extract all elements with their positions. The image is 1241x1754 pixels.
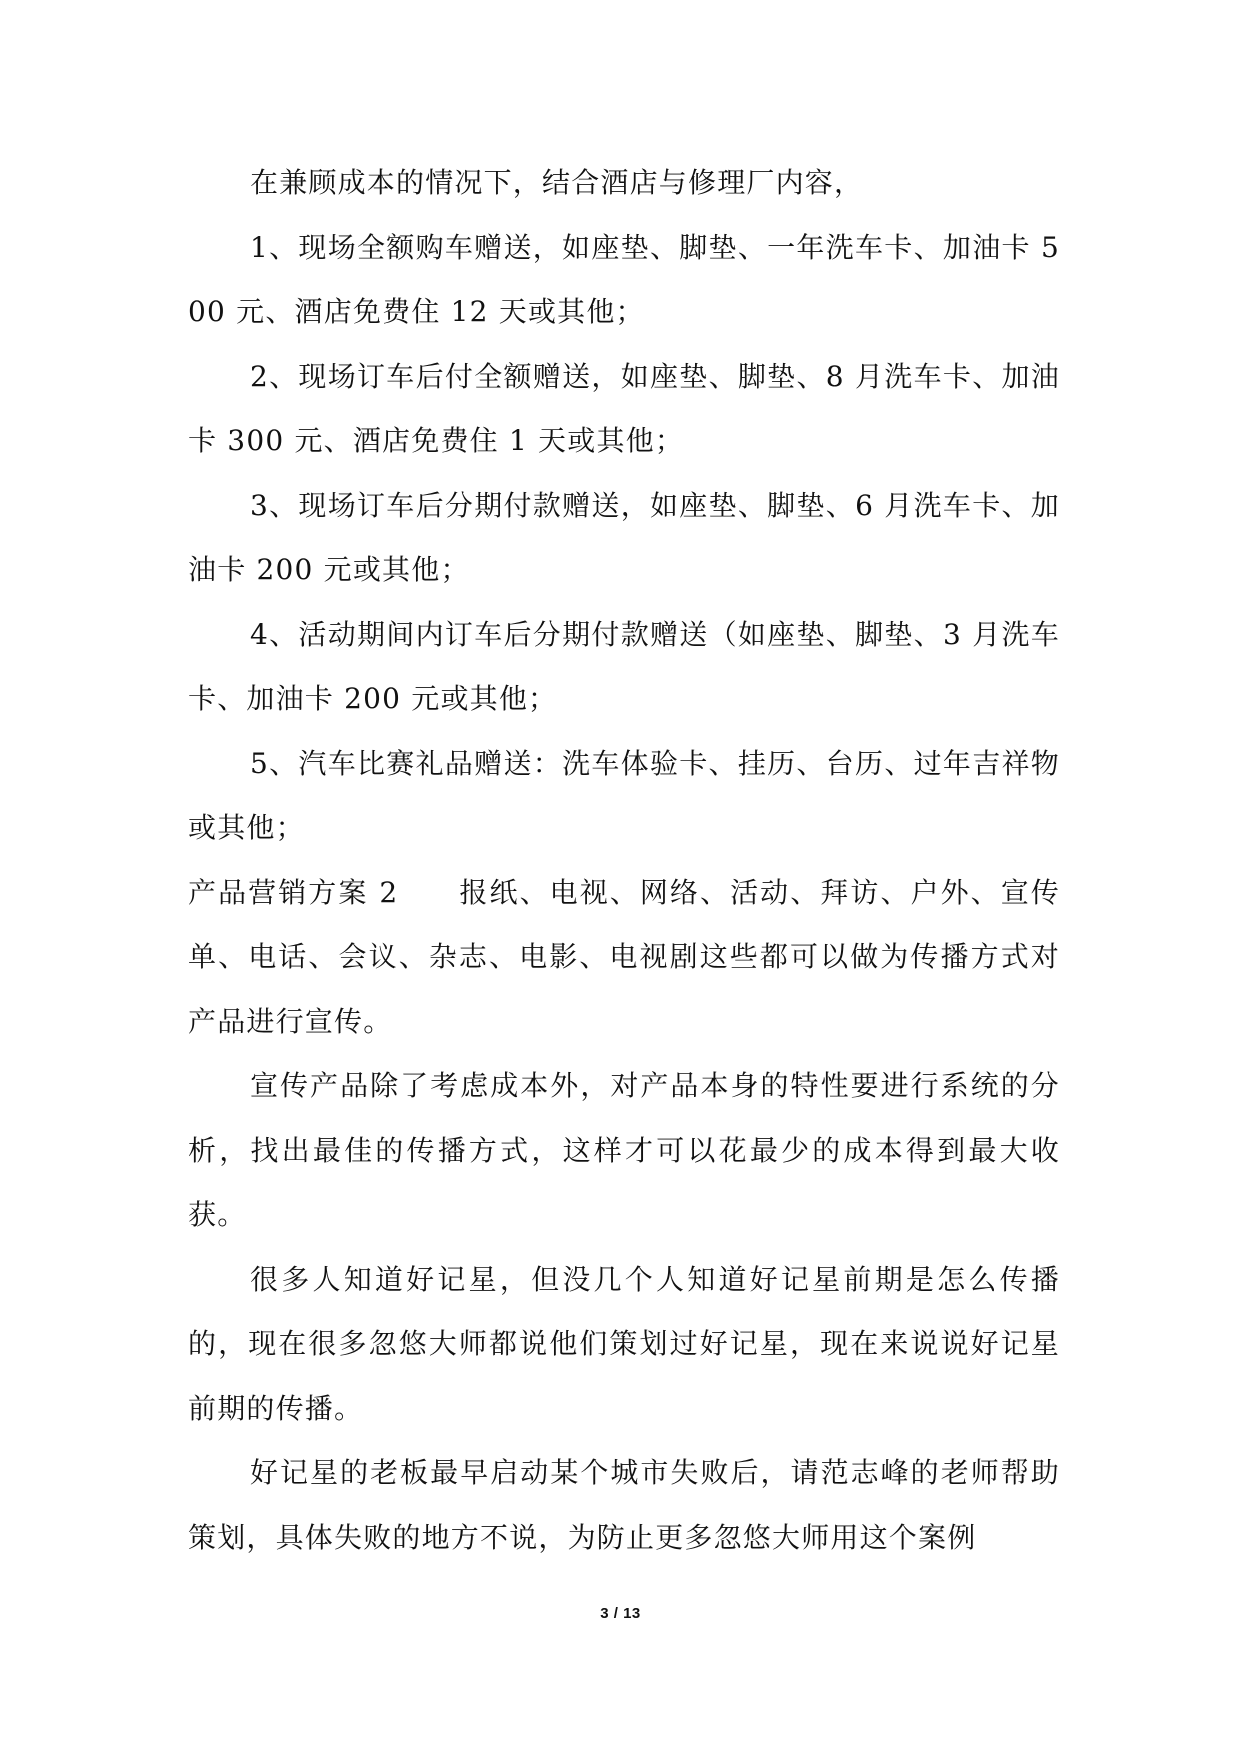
- document-body: [188, 151, 1060, 1570]
- paragraph-intro: 在兼顾成本的情况下，结合酒店与修理厂内容，: [250, 166, 864, 199]
- paragraph-hjx-2: 好记星的老板最早启动某个城市失败后，请范志峰的老师帮助策划，具体失败的地方不说，为防止更多忽悠大师用这个案例: [188, 1456, 1060, 1554]
- paragraph-item-1: 1、现场全额购车赠送，如座垫、脚垫、一年洗车卡、加油卡 500 元、酒店免费住 12 天或其他；: [188, 230, 1060, 328]
- paragraph-plan-2: 产品营销方案 2 报纸、电视、网络、活动、拜访、户外、宣传单、电话、会议、杂志、电影、电视剧这些都可以做为传播方式对产品进行宣传。: [188, 875, 1060, 1038]
- paragraph-promo: 宣传产品除了考虑成本外，对产品本身的特性要进行系统的分析，找出最佳的传播方式，这样才可以花最少的成本得到最大收获。: [188, 1069, 1060, 1231]
- paragraph-item-2: 2、现场订车后付全额赠送，如座垫、脚垫、8 月洗车卡、加油卡 300 元、酒店免费住 1 天或其他；: [188, 359, 1060, 457]
- paragraph-item-3: 3、现场订车后分期付款赠送，如座垫、脚垫、6 月洗车卡、加油卡 200 元或其他；: [188, 488, 1060, 586]
- paragraph-hjx-1: 很多人知道好记星，但没几个人知道好记星前期是怎么传播的，现在很多忽悠大师都说他们策划过好记星，现在来说说好记星前期的传播。: [188, 1262, 1060, 1425]
- paragraph-item-5: 5、汽车比赛礼品赠送：洗车体验卡、挂历、台历、过年吉祥物或其他；: [188, 746, 1060, 844]
- paragraph-item-4: 4、活动期间内订车后分期付款赠送（如座垫、脚垫、3 月洗车卡、加油卡 200 元或其他；: [188, 617, 1060, 715]
- page-number: 3 / 13: [600, 1605, 641, 1622]
